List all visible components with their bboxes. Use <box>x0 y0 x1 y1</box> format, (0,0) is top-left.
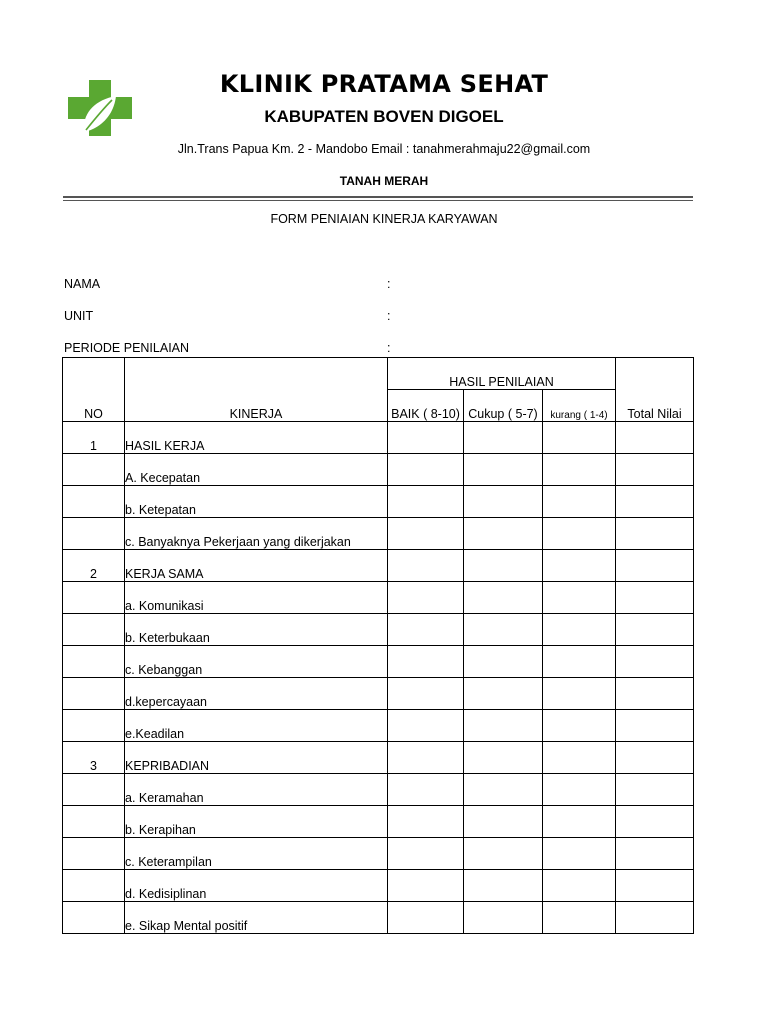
cell-kurang[interactable] <box>543 806 616 838</box>
cell-no <box>63 582 125 614</box>
cell-cukup[interactable] <box>464 454 543 486</box>
cell-baik[interactable] <box>388 902 464 934</box>
subheader-cukup: Cukup ( 5-7) <box>464 390 543 422</box>
cell-total-nilai[interactable] <box>616 710 694 742</box>
clinic-address: Jln.Trans Papua Km. 2 - Mandobo Email : tanahmerahmaju22@gmail.com <box>177 142 591 156</box>
cell-no <box>63 646 125 678</box>
cell-no <box>63 806 125 838</box>
cell-baik[interactable] <box>388 710 464 742</box>
cell-total-nilai[interactable] <box>616 454 694 486</box>
cell-total-nilai[interactable] <box>616 582 694 614</box>
cell-cukup[interactable] <box>464 486 543 518</box>
table-row <box>63 710 694 742</box>
cell-kurang[interactable] <box>543 614 616 646</box>
cell-kinerja: A. Kecepatan <box>125 454 388 486</box>
cell-kinerja: KEPRIBADIAN <box>125 742 388 774</box>
cell-cukup[interactable] <box>464 902 543 934</box>
cell-baik[interactable] <box>388 614 464 646</box>
cell-kinerja: c. Banyaknya Pekerjaan yang dikerjakan <box>125 518 388 550</box>
cell-kinerja: b. Kerapihan <box>125 806 388 838</box>
cell-baik[interactable] <box>388 550 464 582</box>
cell-kinerja: HASIL KERJA <box>125 422 388 454</box>
header-divider-thick <box>63 196 693 198</box>
cell-cukup[interactable] <box>464 582 543 614</box>
cell-cukup[interactable] <box>464 774 543 806</box>
table-row <box>63 454 694 486</box>
cell-baik[interactable] <box>388 678 464 710</box>
cell-kinerja: d. Kedisiplinan <box>125 870 388 902</box>
table-row <box>63 774 694 806</box>
cell-kurang[interactable] <box>543 742 616 774</box>
header-hasil-penilaian: HASIL PENILAIAN <box>388 358 616 390</box>
cell-kinerja: a. Komunikasi <box>125 582 388 614</box>
field-separator-nama: : <box>387 277 391 291</box>
header-no: NO <box>63 358 125 422</box>
subheader-kurang: kurang ( 1-4) <box>543 390 616 422</box>
cell-total-nilai[interactable] <box>616 422 694 454</box>
cell-kurang[interactable] <box>543 422 616 454</box>
cell-kurang[interactable] <box>543 870 616 902</box>
cell-no <box>63 902 125 934</box>
cell-cukup[interactable] <box>464 806 543 838</box>
cell-cukup[interactable] <box>464 742 543 774</box>
cell-no <box>63 774 125 806</box>
cell-baik[interactable] <box>388 518 464 550</box>
cell-total-nilai[interactable] <box>616 646 694 678</box>
regency-name: KABUPATEN BOVEN DIGOEL <box>264 107 504 126</box>
cell-total-nilai[interactable] <box>616 838 694 870</box>
cell-no <box>63 614 125 646</box>
cell-no <box>63 678 125 710</box>
table-row <box>63 614 694 646</box>
cell-cukup[interactable] <box>464 422 543 454</box>
subheader-baik: BAIK ( 8-10) <box>388 390 464 422</box>
cell-baik[interactable] <box>388 742 464 774</box>
cell-cukup[interactable] <box>464 646 543 678</box>
cell-total-nilai[interactable] <box>616 678 694 710</box>
cell-no: 3 <box>63 742 125 774</box>
clinic-name: KLINIK PRATAMA SEHAT <box>219 70 549 98</box>
field-separator-unit: : <box>387 309 391 323</box>
cell-kinerja: b. Ketepatan <box>125 486 388 518</box>
cell-baik[interactable] <box>388 454 464 486</box>
evaluation-table <box>62 357 694 934</box>
header-total-nilai: Total Nilai <box>616 358 694 422</box>
cell-no: 2 <box>63 550 125 582</box>
cell-total-nilai[interactable] <box>616 486 694 518</box>
cell-kurang[interactable] <box>543 838 616 870</box>
table-row <box>63 486 694 518</box>
cell-kurang[interactable] <box>543 902 616 934</box>
table-row <box>63 518 694 550</box>
cell-cukup[interactable] <box>464 870 543 902</box>
cell-total-nilai[interactable] <box>616 774 694 806</box>
cell-baik[interactable] <box>388 646 464 678</box>
cell-kinerja: c. Kebanggan <box>125 646 388 678</box>
cell-kinerja: a. Keramahan <box>125 774 388 806</box>
cell-no <box>63 518 125 550</box>
field-label-unit: UNIT <box>64 309 94 323</box>
cell-baik[interactable] <box>388 486 464 518</box>
cell-kurang[interactable] <box>543 486 616 518</box>
cell-baik[interactable] <box>388 806 464 838</box>
cell-total-nilai[interactable] <box>616 870 694 902</box>
cell-kurang[interactable] <box>543 518 616 550</box>
cell-no <box>63 486 125 518</box>
table-header-row <box>63 358 694 390</box>
field-separator-periode: : <box>387 341 391 355</box>
cell-kurang[interactable] <box>543 582 616 614</box>
cell-cukup[interactable] <box>464 838 543 870</box>
city-name: TANAH MERAH <box>339 174 429 188</box>
table-row <box>63 870 694 902</box>
cell-total-nilai[interactable] <box>616 518 694 550</box>
field-label-nama: NAMA <box>64 277 101 291</box>
table-row <box>63 422 694 454</box>
cell-kurang[interactable] <box>543 454 616 486</box>
cell-baik[interactable] <box>388 422 464 454</box>
cell-no <box>63 870 125 902</box>
cell-kurang[interactable] <box>543 550 616 582</box>
cell-total-nilai[interactable] <box>616 806 694 838</box>
cell-kurang[interactable] <box>543 646 616 678</box>
table-row <box>63 742 694 774</box>
table-row <box>63 806 694 838</box>
field-label-periode: PERIODE PENILAIAN <box>64 341 190 355</box>
cell-cukup[interactable] <box>464 614 543 646</box>
cell-kinerja: c. Keterampilan <box>125 838 388 870</box>
cell-kinerja: e.Keadilan <box>125 710 388 742</box>
cell-kinerja: e. Sikap Mental positif <box>125 902 388 934</box>
cell-total-nilai[interactable] <box>616 614 694 646</box>
cell-kurang[interactable] <box>543 710 616 742</box>
cell-kurang[interactable] <box>543 774 616 806</box>
cell-no: 1 <box>63 422 125 454</box>
header-divider-thin <box>63 200 693 201</box>
table-row <box>63 646 694 678</box>
cell-cukup[interactable] <box>464 678 543 710</box>
cell-baik[interactable] <box>388 838 464 870</box>
table-row <box>63 902 694 934</box>
cell-baik[interactable] <box>388 582 464 614</box>
table-row <box>63 550 694 582</box>
table-row <box>63 838 694 870</box>
cell-kinerja: b. Keterbukaan <box>125 614 388 646</box>
cell-kinerja: d.kepercayaan <box>125 678 388 710</box>
cell-no <box>63 838 125 870</box>
cell-total-nilai[interactable] <box>616 550 694 582</box>
cell-kurang[interactable] <box>543 678 616 710</box>
table-row <box>63 678 694 710</box>
cell-kinerja: KERJA SAMA <box>125 550 388 582</box>
header-kinerja: KINERJA <box>125 358 388 422</box>
cell-total-nilai[interactable] <box>616 902 694 934</box>
cell-no <box>63 454 125 486</box>
cell-total-nilai[interactable] <box>616 742 694 774</box>
cell-cukup[interactable] <box>464 518 543 550</box>
cell-baik[interactable] <box>388 774 464 806</box>
cell-cukup[interactable] <box>464 710 543 742</box>
table-row <box>63 582 694 614</box>
cell-baik[interactable] <box>388 870 464 902</box>
cell-no <box>63 710 125 742</box>
form-title: FORM PENIAIAN KINERJA KARYAWAN <box>270 212 498 226</box>
cell-cukup[interactable] <box>464 550 543 582</box>
